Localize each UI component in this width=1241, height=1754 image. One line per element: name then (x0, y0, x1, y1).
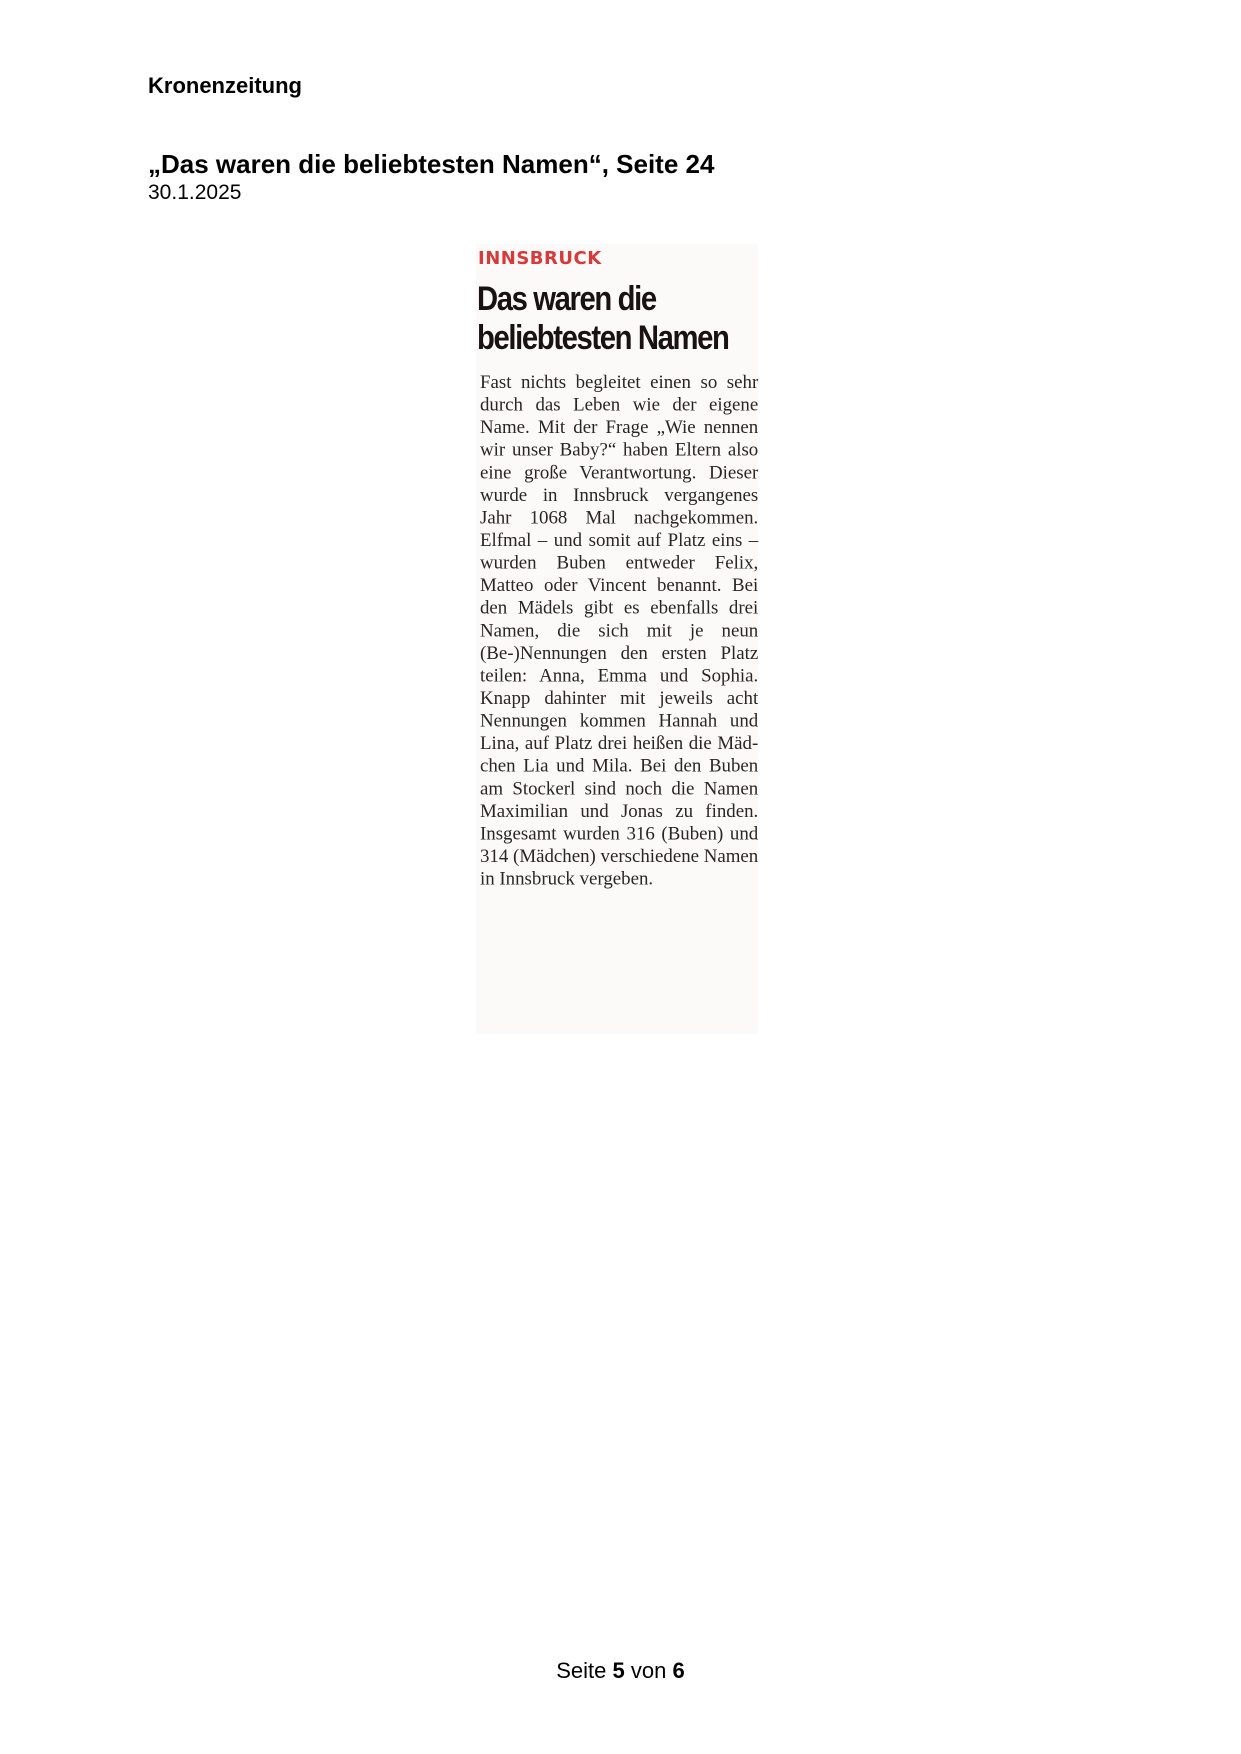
publication-name: Kronenzeitung (148, 73, 302, 98)
article-headline-line-1: Das waren die (477, 280, 656, 318)
footer-current-page: 5 (612, 1658, 625, 1683)
document-title: „Das waren die beliebtesten Namen“, Seite 24 (148, 149, 715, 179)
article-paragraph: Fast nichts begleitet einen so sehr durch das Leben wie der eigene Name. Mit der Frage „Wie nennen wir unser Baby?“ haben Eltern also eine große Verantwortung. Dieser wurde in Innsbruck vergangenes Jahr 1068 Mal nachgekommen. Elfmal – und somit auf Platz eins – wurden Buben entweder Felix, Matteo oder Vincent benannt. Bei den Mädels gibt es ebenfalls drei Namen, die sich mit je neun (Be-)Nennungen den ersten Platz teilen: Anna, Emma und Sophia. Knapp dahinter mit jeweils acht Nennungen kommen Hannah und Lina, auf Platz drei heißen die Mädchen Lia und Mila. Bei den Buben am Stockerl sind noch die Namen Maximilian und Jonas zu finden. Insgesamt wurden 316 (Buben) und 314 (Mädchen) verschiedene Namen in Innsbruck vergeben. (480, 371, 759, 889)
newspaper-clipping (476, 244, 758, 1034)
page-number-footer (0, 1658, 1241, 1684)
footer-separator: von (630, 1658, 667, 1683)
article-headline-line-2: beliebtesten Namen (477, 319, 729, 357)
article-body (480, 371, 758, 890)
document-date: 30.1.2025 (148, 181, 242, 204)
article-kicker: INNSBRUCK (478, 248, 602, 269)
footer-prefix: Seite (556, 1658, 607, 1683)
footer-total-pages: 6 (672, 1658, 685, 1683)
article-headline (477, 280, 729, 358)
